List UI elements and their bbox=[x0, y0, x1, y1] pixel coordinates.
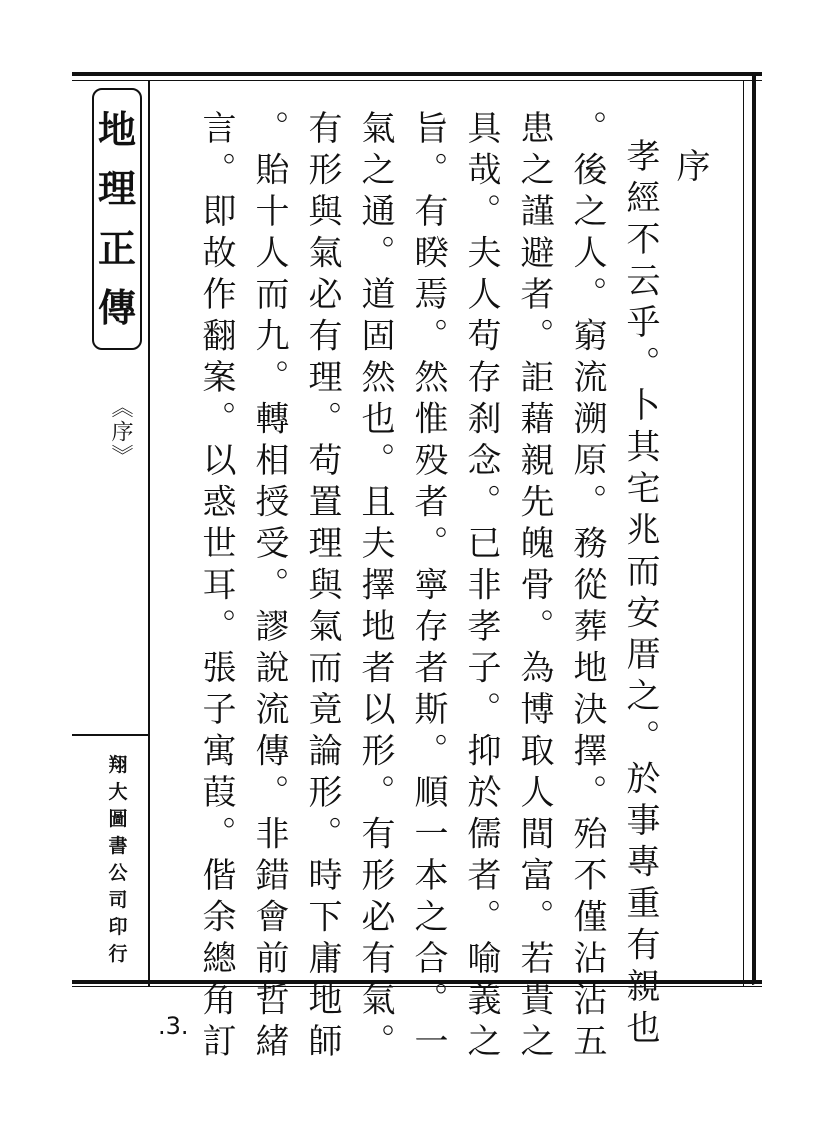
preface-heading: 序 bbox=[670, 148, 710, 182]
publisher-rule bbox=[72, 734, 148, 736]
body-text bbox=[170, 110, 735, 1065]
text-column-2: 。後之人。窮流溯原。務從葬地決擇。殆不僅沾沾五 bbox=[567, 110, 607, 1065]
text-column-6: 氣之通。道固然也。且夫擇地者以形。有形必有氣。 bbox=[355, 110, 395, 1065]
frame-right-border-thin bbox=[743, 80, 744, 986]
text-column-9: 言。即故作翻案。以惑世耳。張子寓葭。偕余總角訂 bbox=[196, 110, 236, 1065]
text-column-1: 孝經不云乎。卜其宅兆而安厝之。於事專重有親也 bbox=[620, 138, 660, 1051]
text-column-4: 具哉。夫人苟存刹念。已非孝子。抑於儒者。喻義之 bbox=[461, 110, 501, 1065]
publisher-char: 司 bbox=[108, 889, 128, 911]
frame-top-rule-thin bbox=[72, 80, 762, 81]
book-title-box bbox=[92, 88, 142, 350]
book-title-char: 理 bbox=[97, 166, 136, 212]
text-column-8: 。貽十人而九。轉相授受。謬說流傳。非錯會前哲緒 bbox=[249, 110, 289, 1065]
text-column-7: 有形與氣必有理。苟置理與氣而竟論形。時下庸地師 bbox=[302, 110, 342, 1065]
frame-top-rule bbox=[72, 72, 762, 76]
book-title-char: 正 bbox=[97, 225, 136, 271]
publisher-imprint bbox=[100, 756, 136, 964]
publisher-char: 行 bbox=[108, 943, 128, 965]
page-number: .3. bbox=[158, 1012, 189, 1040]
publisher-char: 翔 bbox=[108, 754, 128, 776]
section-label: 《序》 bbox=[108, 396, 133, 468]
margin-divider bbox=[148, 80, 150, 986]
text-column-5: 旨。有睽焉。然惟殁者。寧存者斯。順一本之合。一 bbox=[408, 110, 448, 1065]
publisher-char: 大 bbox=[108, 781, 128, 803]
book-title-char: 傳 bbox=[97, 285, 136, 331]
frame-right-border bbox=[752, 72, 756, 985]
publisher-char: 圖 bbox=[108, 808, 128, 830]
book-title-char: 地 bbox=[97, 106, 136, 152]
publisher-char: 公 bbox=[108, 862, 128, 884]
publisher-char: 書 bbox=[108, 835, 128, 857]
text-column-3: 患之謹避者。詎藉親先魄骨。為博取人間富。若貴之 bbox=[514, 110, 554, 1065]
publisher-char: 印 bbox=[108, 916, 128, 938]
